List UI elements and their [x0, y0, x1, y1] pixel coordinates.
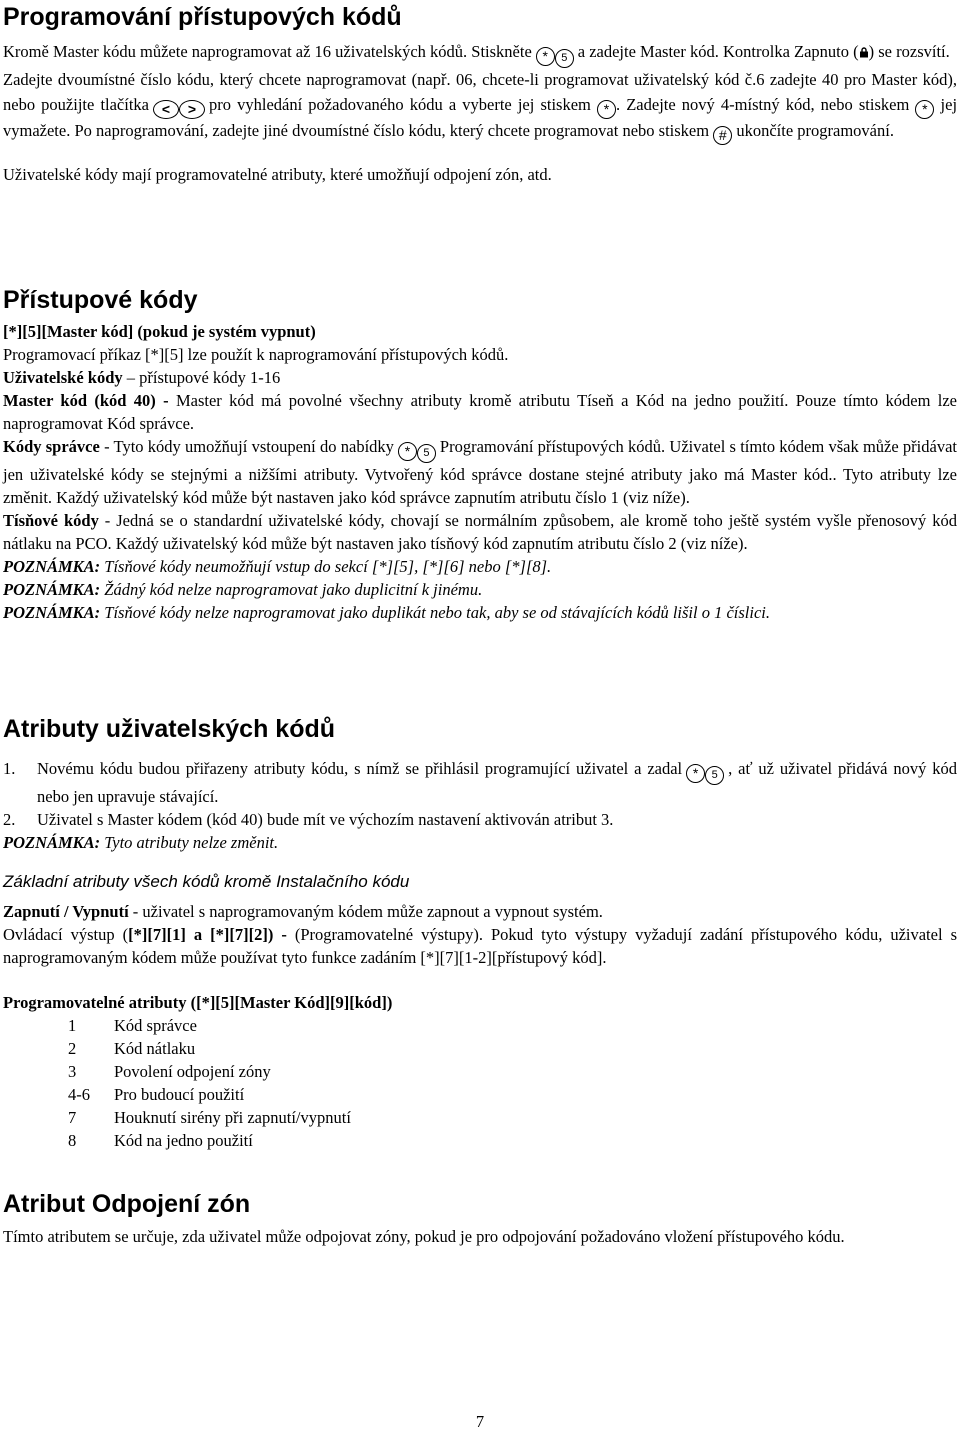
command-description: Programovací příkaz [*][5] lze použít k naprogramování přístupových kódů. — [3, 345, 509, 364]
list-item: 1. Novému kódu budou přiřazeny atributy kódu, s nímž se přihlásil programující uživatel a zadal * 5 , ať už uživatel přidává nový kód nebo jen upravuje stávající. — [3, 759, 957, 806]
section-title-zone-bypass: Atribut Odpojení zón — [3, 1190, 251, 1218]
attributes-note: POZNÁMKA: Tyto atributy nelze změnit. — [3, 833, 279, 852]
five-key-icon: 5 — [555, 49, 574, 68]
attribute-number: 4-6 — [68, 1085, 90, 1104]
attribute-label: Kód správce — [114, 1016, 197, 1035]
lock-icon — [859, 47, 869, 58]
star-key-icon: * — [686, 764, 705, 783]
attribute-row — [68, 1106, 351, 1129]
output-paragraph: Ovládací výstup ([*][7][1] a [*][7][2]) - (Programovatelné výstupy). Pokud tyto výstupy vyžadují zadání přístupového kódu, uživatel s naprogramovaným kódem může používat tyto funkce zadáním [*][7][1-2][přístupový kód]. — [3, 925, 957, 967]
attribute-number: 2 — [68, 1039, 77, 1058]
intro-paragraph: Kromě Master kódu můžete naprogramovat až 16 uživatelských kódů. Stiskněte * 5 a zadejte Master kód. Kontrolka Zapnuto ( ) se rozsvítí. — [3, 40, 957, 68]
attribute-row — [68, 1083, 351, 1106]
star-key-icon: * — [597, 100, 616, 119]
list-item: 2. Uživatel s Master kódem (kód 40) bude mít ve výchozím nastavení aktivován atribut 3. — [3, 810, 614, 829]
section-title-attributes: Atributy uživatelských kódů — [3, 715, 336, 743]
section-title-access-codes: Přístupové kódy — [3, 286, 198, 314]
attribute-label: Pro budoucí použití — [114, 1085, 245, 1104]
hash-key-icon: # — [713, 126, 732, 145]
attribute-row — [68, 1060, 351, 1083]
star-key-icon: * — [915, 100, 934, 119]
attribute-number: 3 — [68, 1062, 77, 1081]
programmable-attributes-title: Programovatelné atributy ([*][5][Master Kód][9][kód]) — [3, 993, 393, 1012]
right-arrow-key-icon: > — [179, 100, 205, 119]
five-key-icon: 5 — [417, 444, 436, 463]
left-arrow-key-icon: < — [153, 100, 179, 119]
star-key-icon: * — [398, 442, 417, 461]
attribute-number: 7 — [68, 1108, 77, 1127]
duress-codes-paragraph: Tísňové kódy - Jedná se o standardní uživatelské kódy, chovají se normálním způsobem, ale kromě toho ještě systém vyšle přenosový kód nátlaku na PCO. Každý uživatelský kód může být nastaven jako tísňový kód zapnutím atributu číslo 2 (viz níže). — [3, 511, 957, 553]
attribute-row — [68, 1129, 351, 1152]
basic-attributes-subtitle: Základní atributy všech kódů kromě Instalačního kódu — [3, 872, 410, 891]
note-3: POZNÁMKA: Tísňové kódy nelze naprogramovat jako duplikát nebo tak, aby se od stávajících kódů lišil o 1 číslici. — [3, 603, 770, 622]
on-off-line: Zapnutí / Vypnutí - uživatel s naprogramovaným kódem může zapnout a vypnout systém. — [3, 902, 603, 921]
attributes-list — [3, 757, 957, 831]
access-codes-block — [3, 286, 957, 624]
intro-block — [3, 40, 957, 186]
page-number: 7 — [475, 1412, 485, 1431]
command-line: [*][5][Master kód] (pokud je systém vypnut) — [3, 322, 316, 341]
programmable-attributes-table — [68, 1014, 351, 1152]
attribute-label: Kód nátlaku — [114, 1039, 196, 1058]
star-5-keys — [398, 437, 436, 459]
attributes-intro: Uživatelské kódy mají programovatelné atributy, které umožňují odpojení zón, atd. — [3, 164, 552, 184]
section-title-programming: Programování přístupových kódů — [3, 3, 402, 31]
attribute-label: Povolení odpojení zóny — [114, 1062, 271, 1081]
zone-bypass-text: Tímto atributem se určuje, zda uživatel může odpojovat zóny, pokud je pro odpojování požadováno vložení přístupového kódu. — [3, 1227, 845, 1246]
user-code-attributes-block — [3, 715, 957, 1152]
attribute-label: Kód na jedno použití — [114, 1131, 253, 1150]
note-1: POZNÁMKA: Tísňové kódy neumožňují vstup do sekcí [*][5], [*][6] nebo [*][8]. — [3, 557, 552, 576]
admin-codes-paragraph: Kódy správce - Tyto kódy umožňují vstoupení do nabídky * 5 Programování přístupových kódů. Uživatel s tímto kódem však může přidávat jen uživatelské kódy se stejnými a nižšími atributy. Vytvořený kód správce dostane stejné atributy jako má Master kód.. Tyto atributy lze změnit. Každý uživatelský kód může být nastaven jako kód správce zapnutím atributu číslo 1 (viz níže). — [3, 437, 957, 507]
attribute-number: 8 — [68, 1131, 77, 1150]
attribute-label: Houknutí sirény při zapnutí/vypnutí — [114, 1108, 351, 1127]
note-2: POZNÁMKA: Žádný kód nelze naprogramovat jako duplicitní k jinému. — [3, 580, 483, 599]
user-codes-line: Uživatelské kódy – přístupové kódy 1-16 — [3, 368, 281, 387]
master-code-paragraph: Master kód (kód 40) - Master kód má povolné všechny atributy kromě atributu Tíseň a Kód na jedno použití. Pouze tímto kódem lze naprogramovat Kód správce. — [3, 391, 957, 433]
attribute-row — [68, 1014, 351, 1037]
five-key-icon: 5 — [705, 766, 724, 785]
attribute-number: 1 — [68, 1016, 77, 1035]
zone-bypass-block — [3, 1190, 957, 1248]
star-5-keys — [536, 42, 574, 64]
star-key-icon: * — [536, 47, 555, 66]
attribute-row — [68, 1037, 351, 1060]
instruction-paragraph: Zadejte dvoumístné číslo kódu, který chcete naprogramovat (např. 06, chcete-li programovat uživatelský kód č.6 zadejte 40 pro Master kód), nebo použijte tlačítka < > pro vyhledání požadovaného kódu a vyberte jej stiskem * . Zadejte nový 4-místný kód, nebo stiskem * jej vymažete. Po naprogramování, zadejte jiné dvoumístné číslo kódu, který chcete programovat nebo stiskem # ukončíte programování. — [3, 70, 958, 143]
arrow-keys — [153, 95, 205, 117]
star-5-keys — [686, 759, 724, 781]
